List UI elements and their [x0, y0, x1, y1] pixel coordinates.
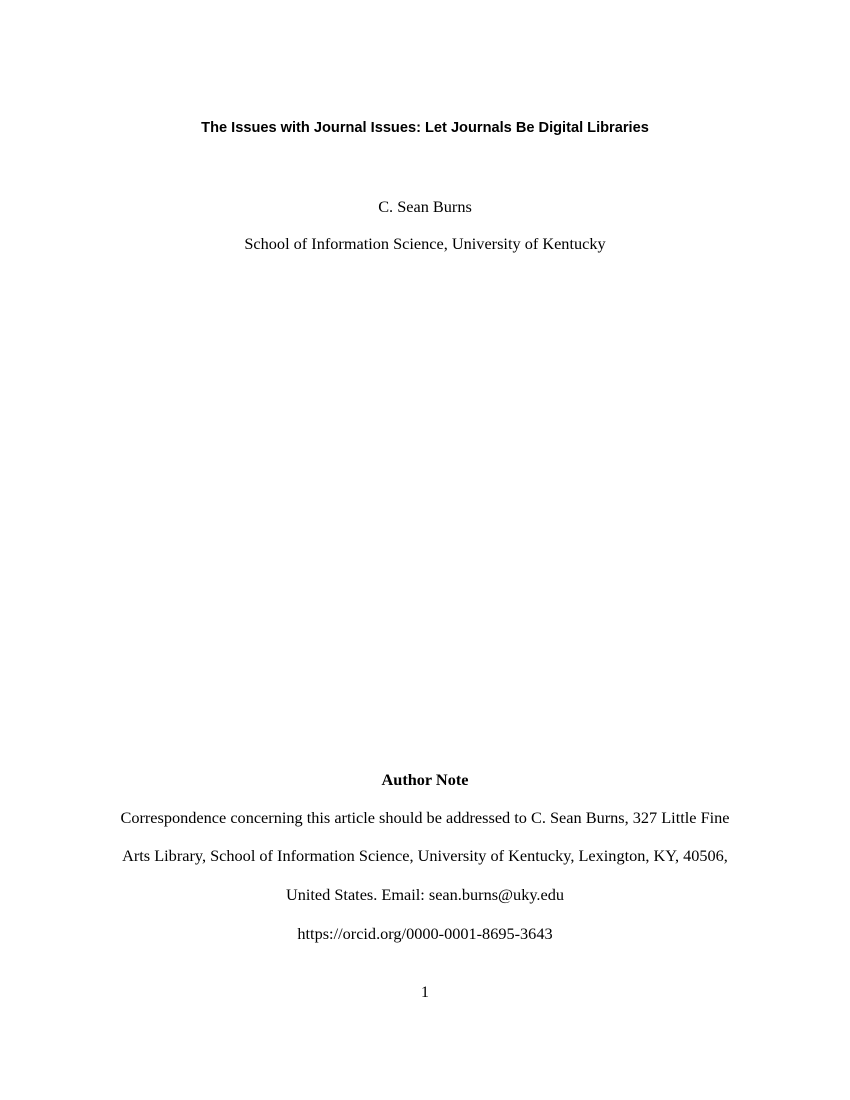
author-name: C. Sean Burns [378, 197, 472, 216]
author-note-line: Correspondence concerning this article should be addressed to C. Sean Burns, 327 Little Fine [120, 808, 730, 827]
author-note-heading: Author Note [381, 770, 469, 789]
orcid-link: https://orcid.org/0000-0001-8695-3643 [297, 924, 553, 943]
author-note-line: Arts Library, School of Information Science, University of Kentucky, Lexington, KY, 40506, [122, 846, 728, 865]
page-number: 1 [420, 982, 430, 1001]
author-note-email-line: United States. Email: sean.burns@uky.edu [285, 885, 564, 904]
author-affiliation: School of Information Science, University of Kentucky [244, 234, 606, 253]
paper-title: The Issues with Journal Issues: Let Journals Be Digital Libraries [201, 120, 649, 136]
